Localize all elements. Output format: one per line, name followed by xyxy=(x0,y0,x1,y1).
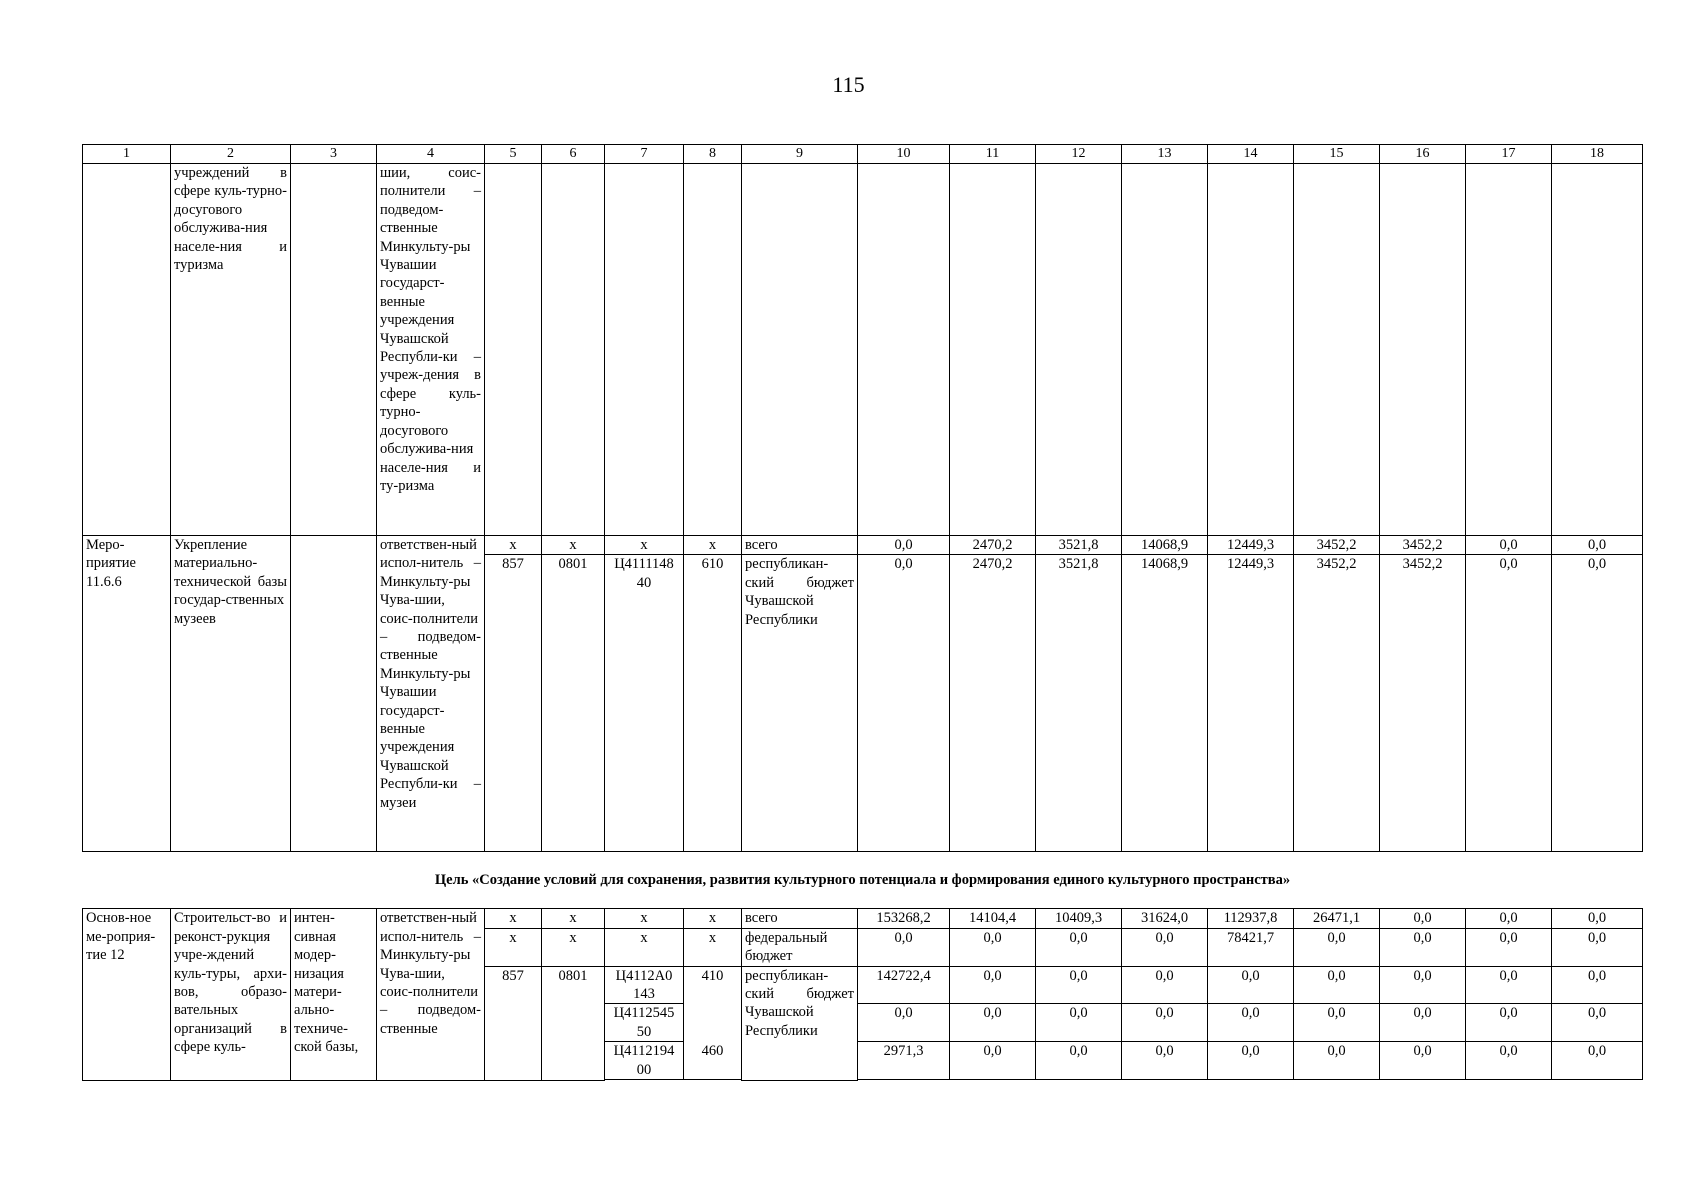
cell: x xyxy=(485,536,542,555)
value-cell: 14104,4 xyxy=(950,909,1036,928)
table-row xyxy=(83,536,1643,555)
value-cell: 0,0 xyxy=(1122,1004,1208,1042)
value-cell: 142722,4 xyxy=(858,966,950,1004)
value-cell: 0,0 xyxy=(1552,928,1643,966)
cell: x xyxy=(605,928,684,966)
value-cell: 0,0 xyxy=(1552,555,1643,852)
cell: 410 xyxy=(684,966,742,1042)
cell: Ц4112А0 143 xyxy=(605,966,684,1004)
value-cell: 0,0 xyxy=(858,928,950,966)
cell: федеральный бюджет xyxy=(742,928,858,966)
value-cell: 0,0 xyxy=(1036,1042,1122,1080)
value-cell: 0,0 xyxy=(1466,536,1552,555)
value-cell: 0,0 xyxy=(1036,1004,1122,1042)
cell: всего xyxy=(742,909,858,928)
cell: республикан-ский бюджет Чувашской Республики xyxy=(742,555,858,852)
cell: x xyxy=(684,536,742,555)
value-cell: 0,0 xyxy=(1036,928,1122,966)
value-cell: 0,0 xyxy=(1466,1004,1552,1042)
cell: 0801 xyxy=(542,966,605,1080)
goal-heading: Цель «Создание условий для сохранения, развития культурного потенциала и формирования единого культурного пространства» xyxy=(83,852,1643,909)
value-cell: 0,0 xyxy=(1552,1042,1643,1080)
cell: 857 xyxy=(485,555,542,852)
value-cell: 2470,2 xyxy=(950,536,1036,555)
value-cell: 0,0 xyxy=(1466,928,1552,966)
value-cell: 26471,1 xyxy=(1294,909,1380,928)
value-cell: 14068,9 xyxy=(1122,536,1208,555)
cell: x xyxy=(605,909,684,928)
cell: 0801 xyxy=(542,555,605,852)
value-cell: 0,0 xyxy=(1036,966,1122,1004)
row-label-cell: Меро-приятие 11.6.6 xyxy=(83,536,171,852)
value-cell: 0,0 xyxy=(1380,909,1466,928)
value-cell: 0,0 xyxy=(1466,555,1552,852)
row-direction-cell: интен-сивная модер-низация матери-ально-техниче-ской базы, xyxy=(291,909,377,1081)
value-cell: 0,0 xyxy=(1552,1004,1643,1042)
col-header: 3 xyxy=(291,145,377,164)
row-name-cell: Укрепление материально-технической базы государ-ственных музеев xyxy=(171,536,291,852)
cont-executor-cell: шии, соис-полнители – подведом-ственные Минкульту-ры Чувашии государст-венные учреждения Чувашской Республи-ки – учреж-дения в сфере куль-турно-досугового обслужива-ния населе-ния и ту-ризма xyxy=(377,164,485,536)
value-cell: 0,0 xyxy=(1380,966,1466,1004)
cell: x xyxy=(684,909,742,928)
value-cell: 0,0 xyxy=(1208,1042,1294,1080)
continuation-row xyxy=(83,164,1643,536)
value-cell: 0,0 xyxy=(858,555,950,852)
row-executor-cell: ответствен-ный испол-нитель – Минкульту-ры Чува-шии, соис-полнители – подведом-ственные Минкульту-ры Чувашии государст-венные учреждения Чувашской Республи-ки – музеи xyxy=(377,536,485,852)
col-header: 4 xyxy=(377,145,485,164)
cell: x xyxy=(542,536,605,555)
value-cell: 2470,2 xyxy=(950,555,1036,852)
value-cell: 10409,3 xyxy=(1036,909,1122,928)
budget-table xyxy=(82,144,1643,1081)
value-cell: 0,0 xyxy=(1122,928,1208,966)
value-cell: 2971,3 xyxy=(858,1042,950,1080)
cell: x xyxy=(684,928,742,966)
value-cell: 78421,7 xyxy=(1208,928,1294,966)
page-number: 115 xyxy=(832,72,865,97)
col-header: 12 xyxy=(1036,145,1122,164)
value-cell: 0,0 xyxy=(858,536,950,555)
cell: x xyxy=(542,909,605,928)
col-header: 6 xyxy=(542,145,605,164)
value-cell: 0,0 xyxy=(858,1004,950,1042)
value-cell: 12449,3 xyxy=(1208,555,1294,852)
value-cell: 12449,3 xyxy=(1208,536,1294,555)
col-header: 1 xyxy=(83,145,171,164)
column-number-row xyxy=(83,145,1643,164)
value-cell: 0,0 xyxy=(1122,1042,1208,1080)
value-cell: 3452,2 xyxy=(1380,555,1466,852)
row-executor-cell: ответствен-ный испол-нитель – Минкульту-ры Чува-шии, соис-полнители – подведом-ственные xyxy=(377,909,485,1081)
cell: 610 xyxy=(684,555,742,852)
cell: x xyxy=(542,928,605,966)
table-row xyxy=(83,909,1643,928)
value-cell: 0,0 xyxy=(1380,1042,1466,1080)
value-cell: 0,0 xyxy=(950,1004,1036,1042)
row-name-cell: Строительст-во и реконст-рукция учре-ждений куль-туры, архи-вов, образо-вательных организаций в сфере куль- xyxy=(171,909,291,1081)
value-cell: 3521,8 xyxy=(1036,536,1122,555)
cont-name-cell: учреждений в сфере куль-турно-досугового обслужива-ния населе-ния и туризма xyxy=(171,164,291,536)
col-header: 11 xyxy=(950,145,1036,164)
value-cell: 0,0 xyxy=(950,1042,1036,1080)
goal-row xyxy=(83,852,1643,909)
value-cell: 0,0 xyxy=(1552,966,1643,1004)
col-header: 17 xyxy=(1466,145,1552,164)
cell: Ц4112194 00 xyxy=(605,1042,684,1080)
value-cell: 0,0 xyxy=(1466,909,1552,928)
cell: x xyxy=(485,909,542,928)
value-cell: 153268,2 xyxy=(858,909,950,928)
col-header: 14 xyxy=(1208,145,1294,164)
value-cell: 14068,9 xyxy=(1122,555,1208,852)
col-header: 16 xyxy=(1380,145,1466,164)
value-cell: 0,0 xyxy=(1380,1004,1466,1042)
value-cell: 0,0 xyxy=(1380,928,1466,966)
value-cell: 0,0 xyxy=(1122,966,1208,1004)
cell: x xyxy=(605,536,684,555)
cell: всего xyxy=(742,536,858,555)
col-header: 18 xyxy=(1552,145,1643,164)
value-cell: 0,0 xyxy=(1294,966,1380,1004)
value-cell: 0,0 xyxy=(1552,909,1643,928)
value-cell: 31624,0 xyxy=(1122,909,1208,928)
value-cell: 0,0 xyxy=(1208,1004,1294,1042)
cell: Ц4112545 50 xyxy=(605,1004,684,1042)
value-cell: 0,0 xyxy=(1466,1042,1552,1080)
value-cell: 3521,8 xyxy=(1036,555,1122,852)
col-header: 9 xyxy=(742,145,858,164)
cell: республикан-ский бюджет Чувашской Республики xyxy=(742,966,858,1080)
col-header: 5 xyxy=(485,145,542,164)
col-header: 2 xyxy=(171,145,291,164)
value-cell: 112937,8 xyxy=(1208,909,1294,928)
value-cell: 0,0 xyxy=(1294,1042,1380,1080)
value-cell: 0,0 xyxy=(1294,1004,1380,1042)
col-header: 15 xyxy=(1294,145,1380,164)
value-cell: 0,0 xyxy=(1552,536,1643,555)
value-cell: 3452,2 xyxy=(1380,536,1466,555)
value-cell: 0,0 xyxy=(1208,966,1294,1004)
col-header: 8 xyxy=(684,145,742,164)
value-cell: 0,0 xyxy=(1294,928,1380,966)
cell: Ц4111148 40 xyxy=(605,555,684,852)
value-cell: 0,0 xyxy=(950,966,1036,1004)
col-header: 13 xyxy=(1122,145,1208,164)
value-cell: 3452,2 xyxy=(1294,536,1380,555)
value-cell: 0,0 xyxy=(950,928,1036,966)
value-cell: 0,0 xyxy=(1466,966,1552,1004)
value-cell: 3452,2 xyxy=(1294,555,1380,852)
cell: 460 xyxy=(684,1042,742,1080)
cell: x xyxy=(485,928,542,966)
cell: 857 xyxy=(485,966,542,1080)
col-header: 7 xyxy=(605,145,684,164)
col-header: 10 xyxy=(858,145,950,164)
row-label-cell: Основ-ное ме-роприя-тие 12 xyxy=(83,909,171,1081)
